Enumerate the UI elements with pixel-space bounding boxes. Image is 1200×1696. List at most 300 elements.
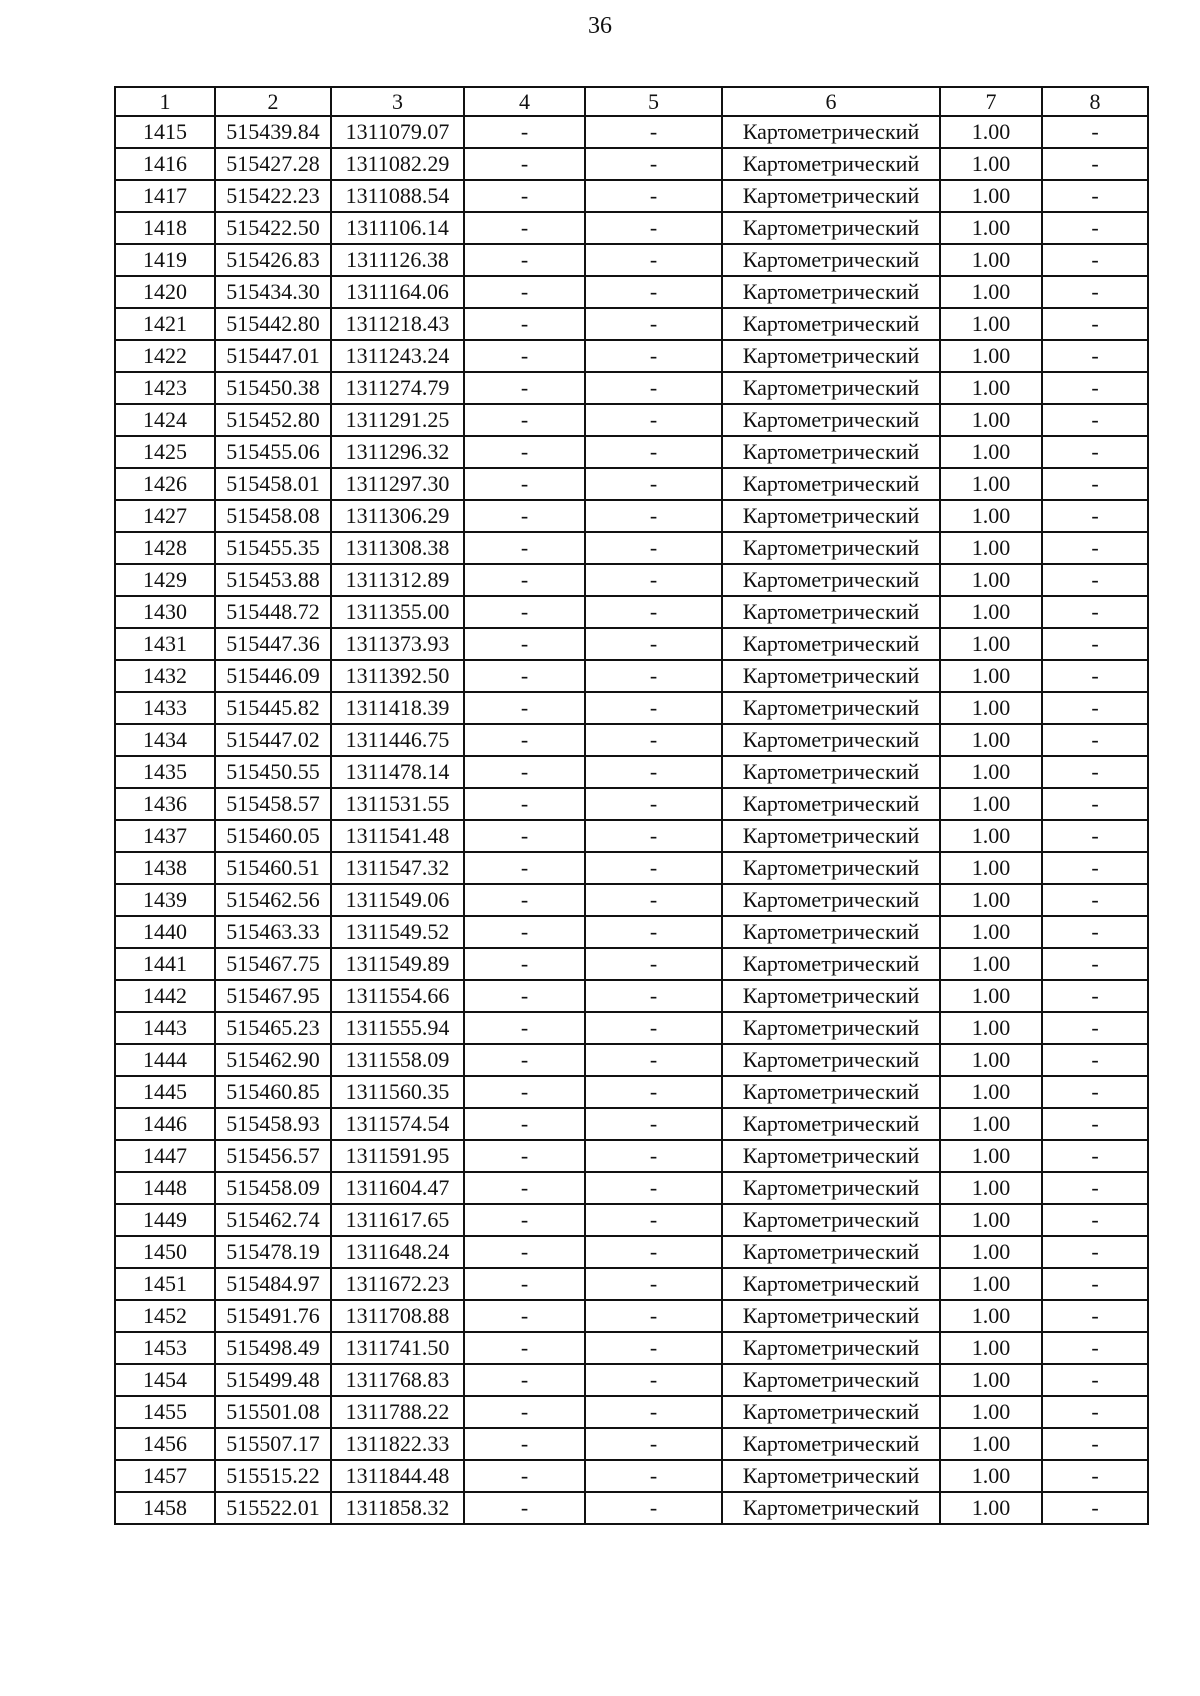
cell-col-4: - bbox=[464, 1236, 585, 1268]
table-row bbox=[115, 1236, 1148, 1268]
cell-point-number: 1447 bbox=[115, 1140, 215, 1172]
table-row bbox=[115, 1268, 1148, 1300]
cell-accuracy: 1.00 bbox=[940, 1300, 1042, 1332]
cell-col-5: - bbox=[585, 1332, 722, 1364]
table-row bbox=[115, 532, 1148, 564]
cell-accuracy: 1.00 bbox=[940, 756, 1042, 788]
cell-accuracy: 1.00 bbox=[940, 1044, 1042, 1076]
cell-point-number: 1448 bbox=[115, 1172, 215, 1204]
cell-col-8: - bbox=[1042, 116, 1148, 148]
cell-method: Картометрический bbox=[722, 820, 940, 852]
cell-col-4: - bbox=[464, 1108, 585, 1140]
table-header-row bbox=[115, 87, 1148, 116]
cell-col-8: - bbox=[1042, 564, 1148, 596]
cell-method: Картометрический bbox=[722, 692, 940, 724]
cell-col-5: - bbox=[585, 564, 722, 596]
cell-method: Картометрический bbox=[722, 1428, 940, 1460]
cell-col-8: - bbox=[1042, 276, 1148, 308]
table-row bbox=[115, 628, 1148, 660]
cell-coord-y: 1311844.48 bbox=[331, 1460, 464, 1492]
cell-col-5: - bbox=[585, 660, 722, 692]
cell-method: Картометрический bbox=[722, 372, 940, 404]
cell-col-8: - bbox=[1042, 1332, 1148, 1364]
cell-coord-x: 515499.48 bbox=[215, 1364, 331, 1396]
table-row bbox=[115, 820, 1148, 852]
cell-col-4: - bbox=[464, 692, 585, 724]
cell-coord-y: 1311218.43 bbox=[331, 308, 464, 340]
cell-accuracy: 1.00 bbox=[940, 628, 1042, 660]
cell-col-5: - bbox=[585, 1268, 722, 1300]
cell-accuracy: 1.00 bbox=[940, 980, 1042, 1012]
cell-col-5: - bbox=[585, 1428, 722, 1460]
cell-coord-x: 515462.74 bbox=[215, 1204, 331, 1236]
cell-method: Картометрический bbox=[722, 1364, 940, 1396]
cell-accuracy: 1.00 bbox=[940, 180, 1042, 212]
cell-col-4: - bbox=[464, 1172, 585, 1204]
cell-col-8: - bbox=[1042, 596, 1148, 628]
cell-col-8: - bbox=[1042, 692, 1148, 724]
cell-col-8: - bbox=[1042, 628, 1148, 660]
cell-point-number: 1421 bbox=[115, 308, 215, 340]
cell-coord-x: 515458.08 bbox=[215, 500, 331, 532]
cell-col-4: - bbox=[464, 1300, 585, 1332]
cell-col-8: - bbox=[1042, 436, 1148, 468]
cell-method: Картометрический bbox=[722, 564, 940, 596]
cell-coord-x: 515450.38 bbox=[215, 372, 331, 404]
cell-coord-x: 515447.01 bbox=[215, 340, 331, 372]
cell-col-5: - bbox=[585, 212, 722, 244]
table-body bbox=[115, 116, 1148, 1524]
cell-point-number: 1429 bbox=[115, 564, 215, 596]
table-row bbox=[115, 1300, 1148, 1332]
cell-col-4: - bbox=[464, 596, 585, 628]
cell-point-number: 1441 bbox=[115, 948, 215, 980]
cell-coord-y: 1311549.89 bbox=[331, 948, 464, 980]
cell-coord-x: 515462.56 bbox=[215, 884, 331, 916]
table-row bbox=[115, 1460, 1148, 1492]
cell-col-5: - bbox=[585, 1044, 722, 1076]
cell-point-number: 1427 bbox=[115, 500, 215, 532]
cell-col-8: - bbox=[1042, 916, 1148, 948]
cell-accuracy: 1.00 bbox=[940, 660, 1042, 692]
table-row bbox=[115, 660, 1148, 692]
table-row bbox=[115, 1012, 1148, 1044]
cell-accuracy: 1.00 bbox=[940, 404, 1042, 436]
cell-method: Картометрический bbox=[722, 340, 940, 372]
cell-accuracy: 1.00 bbox=[940, 1236, 1042, 1268]
cell-method: Картометрический bbox=[722, 596, 940, 628]
cell-method: Картометрический bbox=[722, 1396, 940, 1428]
cell-coord-x: 515515.22 bbox=[215, 1460, 331, 1492]
cell-coord-y: 1311243.24 bbox=[331, 340, 464, 372]
cell-col-4: - bbox=[464, 1428, 585, 1460]
cell-accuracy: 1.00 bbox=[940, 116, 1042, 148]
cell-col-5: - bbox=[585, 1204, 722, 1236]
table-row bbox=[115, 756, 1148, 788]
cell-col-5: - bbox=[585, 1492, 722, 1524]
cell-col-5: - bbox=[585, 1460, 722, 1492]
cell-point-number: 1431 bbox=[115, 628, 215, 660]
cell-coord-y: 1311555.94 bbox=[331, 1012, 464, 1044]
cell-col-5: - bbox=[585, 756, 722, 788]
cell-coord-y: 1311297.30 bbox=[331, 468, 464, 500]
cell-accuracy: 1.00 bbox=[940, 724, 1042, 756]
table-row bbox=[115, 1076, 1148, 1108]
cell-col-5: - bbox=[585, 1300, 722, 1332]
cell-coord-y: 1311541.48 bbox=[331, 820, 464, 852]
cell-coord-y: 1311373.93 bbox=[331, 628, 464, 660]
cell-accuracy: 1.00 bbox=[940, 1332, 1042, 1364]
cell-col-5: - bbox=[585, 980, 722, 1012]
cell-point-number: 1426 bbox=[115, 468, 215, 500]
cell-point-number: 1440 bbox=[115, 916, 215, 948]
cell-point-number: 1415 bbox=[115, 116, 215, 148]
cell-coord-x: 515460.05 bbox=[215, 820, 331, 852]
cell-col-4: - bbox=[464, 1492, 585, 1524]
cell-point-number: 1419 bbox=[115, 244, 215, 276]
cell-coord-x: 515467.75 bbox=[215, 948, 331, 980]
cell-col-4: - bbox=[464, 884, 585, 916]
cell-col-5: - bbox=[585, 1140, 722, 1172]
cell-col-5: - bbox=[585, 884, 722, 916]
cell-coord-y: 1311558.09 bbox=[331, 1044, 464, 1076]
cell-coord-x: 515422.50 bbox=[215, 212, 331, 244]
cell-col-8: - bbox=[1042, 1172, 1148, 1204]
cell-col-5: - bbox=[585, 532, 722, 564]
cell-col-8: - bbox=[1042, 1300, 1148, 1332]
cell-point-number: 1417 bbox=[115, 180, 215, 212]
cell-col-8: - bbox=[1042, 1140, 1148, 1172]
cell-col-4: - bbox=[464, 500, 585, 532]
cell-col-4: - bbox=[464, 1044, 585, 1076]
cell-col-5: - bbox=[585, 372, 722, 404]
cell-col-4: - bbox=[464, 756, 585, 788]
table-row bbox=[115, 244, 1148, 276]
cell-col-8: - bbox=[1042, 1236, 1148, 1268]
cell-point-number: 1453 bbox=[115, 1332, 215, 1364]
table-row bbox=[115, 276, 1148, 308]
cell-point-number: 1422 bbox=[115, 340, 215, 372]
cell-coord-x: 515458.57 bbox=[215, 788, 331, 820]
cell-coord-y: 1311446.75 bbox=[331, 724, 464, 756]
cell-coord-y: 1311274.79 bbox=[331, 372, 464, 404]
table-row bbox=[115, 1428, 1148, 1460]
cell-col-8: - bbox=[1042, 340, 1148, 372]
cell-coord-x: 515450.55 bbox=[215, 756, 331, 788]
cell-col-8: - bbox=[1042, 1044, 1148, 1076]
cell-accuracy: 1.00 bbox=[940, 916, 1042, 948]
cell-method: Картометрический bbox=[722, 1236, 940, 1268]
cell-col-4: - bbox=[464, 1140, 585, 1172]
cell-coord-y: 1311708.88 bbox=[331, 1300, 464, 1332]
cell-accuracy: 1.00 bbox=[940, 948, 1042, 980]
cell-accuracy: 1.00 bbox=[940, 820, 1042, 852]
cell-method: Картометрический bbox=[722, 148, 940, 180]
cell-coord-y: 1311418.39 bbox=[331, 692, 464, 724]
cell-method: Картометрический bbox=[722, 212, 940, 244]
column-header-1: 1 bbox=[115, 87, 215, 116]
cell-coord-x: 515460.51 bbox=[215, 852, 331, 884]
cell-col-8: - bbox=[1042, 468, 1148, 500]
cell-coord-y: 1311574.54 bbox=[331, 1108, 464, 1140]
column-header-4: 4 bbox=[464, 87, 585, 116]
cell-col-4: - bbox=[464, 852, 585, 884]
cell-col-4: - bbox=[464, 212, 585, 244]
cell-col-8: - bbox=[1042, 1076, 1148, 1108]
cell-accuracy: 1.00 bbox=[940, 1204, 1042, 1236]
cell-coord-y: 1311549.52 bbox=[331, 916, 464, 948]
cell-coord-x: 515439.84 bbox=[215, 116, 331, 148]
column-header-5: 5 bbox=[585, 87, 722, 116]
cell-col-4: - bbox=[464, 340, 585, 372]
cell-col-8: - bbox=[1042, 788, 1148, 820]
cell-coord-x: 515422.23 bbox=[215, 180, 331, 212]
cell-point-number: 1428 bbox=[115, 532, 215, 564]
cell-col-4: - bbox=[464, 788, 585, 820]
cell-accuracy: 1.00 bbox=[940, 212, 1042, 244]
cell-point-number: 1451 bbox=[115, 1268, 215, 1300]
cell-method: Картометрический bbox=[722, 244, 940, 276]
cell-accuracy: 1.00 bbox=[940, 468, 1042, 500]
cell-col-8: - bbox=[1042, 1492, 1148, 1524]
cell-col-5: - bbox=[585, 1396, 722, 1428]
cell-point-number: 1436 bbox=[115, 788, 215, 820]
cell-col-8: - bbox=[1042, 820, 1148, 852]
table-row bbox=[115, 884, 1148, 916]
cell-method: Картометрический bbox=[722, 628, 940, 660]
cell-col-8: - bbox=[1042, 180, 1148, 212]
cell-coord-y: 1311306.29 bbox=[331, 500, 464, 532]
cell-accuracy: 1.00 bbox=[940, 1012, 1042, 1044]
cell-coord-x: 515456.57 bbox=[215, 1140, 331, 1172]
cell-col-4: - bbox=[464, 1364, 585, 1396]
column-header-2: 2 bbox=[215, 87, 331, 116]
cell-col-5: - bbox=[585, 596, 722, 628]
cell-col-4: - bbox=[464, 1076, 585, 1108]
cell-col-8: - bbox=[1042, 852, 1148, 884]
cell-col-8: - bbox=[1042, 1396, 1148, 1428]
cell-coord-y: 1311308.38 bbox=[331, 532, 464, 564]
cell-method: Картометрический bbox=[722, 1492, 940, 1524]
cell-accuracy: 1.00 bbox=[940, 148, 1042, 180]
column-header-6: 6 bbox=[722, 87, 940, 116]
cell-coord-y: 1311531.55 bbox=[331, 788, 464, 820]
cell-accuracy: 1.00 bbox=[940, 1460, 1042, 1492]
cell-point-number: 1444 bbox=[115, 1044, 215, 1076]
cell-coord-x: 515455.06 bbox=[215, 436, 331, 468]
table-row bbox=[115, 1140, 1148, 1172]
cell-method: Картометрический bbox=[722, 404, 940, 436]
cell-method: Картометрический bbox=[722, 1332, 940, 1364]
cell-coord-x: 515458.93 bbox=[215, 1108, 331, 1140]
cell-point-number: 1445 bbox=[115, 1076, 215, 1108]
cell-col-5: - bbox=[585, 308, 722, 340]
cell-col-8: - bbox=[1042, 980, 1148, 1012]
cell-coord-x: 515427.28 bbox=[215, 148, 331, 180]
cell-point-number: 1437 bbox=[115, 820, 215, 852]
cell-col-4: - bbox=[464, 436, 585, 468]
cell-accuracy: 1.00 bbox=[940, 1140, 1042, 1172]
cell-point-number: 1433 bbox=[115, 692, 215, 724]
cell-coord-y: 1311549.06 bbox=[331, 884, 464, 916]
cell-col-8: - bbox=[1042, 1108, 1148, 1140]
table-row bbox=[115, 212, 1148, 244]
cell-col-8: - bbox=[1042, 148, 1148, 180]
cell-col-5: - bbox=[585, 500, 722, 532]
table-row bbox=[115, 852, 1148, 884]
cell-col-8: - bbox=[1042, 1364, 1148, 1396]
cell-point-number: 1416 bbox=[115, 148, 215, 180]
cell-point-number: 1454 bbox=[115, 1364, 215, 1396]
cell-method: Картометрический bbox=[722, 308, 940, 340]
cell-coord-x: 515491.76 bbox=[215, 1300, 331, 1332]
cell-col-8: - bbox=[1042, 1204, 1148, 1236]
cell-coord-y: 1311560.35 bbox=[331, 1076, 464, 1108]
table-row bbox=[115, 1492, 1148, 1524]
cell-method: Картометрический bbox=[722, 1268, 940, 1300]
cell-method: Картометрический bbox=[722, 660, 940, 692]
cell-point-number: 1450 bbox=[115, 1236, 215, 1268]
cell-point-number: 1438 bbox=[115, 852, 215, 884]
table-row bbox=[115, 1108, 1148, 1140]
cell-method: Картометрический bbox=[722, 532, 940, 564]
cell-col-4: - bbox=[464, 980, 585, 1012]
table-row bbox=[115, 1364, 1148, 1396]
cell-col-4: - bbox=[464, 244, 585, 276]
cell-accuracy: 1.00 bbox=[940, 1364, 1042, 1396]
table-row bbox=[115, 1172, 1148, 1204]
cell-col-8: - bbox=[1042, 372, 1148, 404]
cell-method: Картометрический bbox=[722, 724, 940, 756]
table-row bbox=[115, 500, 1148, 532]
cell-point-number: 1435 bbox=[115, 756, 215, 788]
column-header-8: 8 bbox=[1042, 87, 1148, 116]
column-header-7: 7 bbox=[940, 87, 1042, 116]
cell-method: Картометрический bbox=[722, 852, 940, 884]
cell-col-5: - bbox=[585, 628, 722, 660]
cell-coord-y: 1311392.50 bbox=[331, 660, 464, 692]
cell-coord-x: 515426.83 bbox=[215, 244, 331, 276]
cell-point-number: 1443 bbox=[115, 1012, 215, 1044]
cell-method: Картометрический bbox=[722, 468, 940, 500]
table-row bbox=[115, 372, 1148, 404]
cell-coord-x: 515446.09 bbox=[215, 660, 331, 692]
cell-accuracy: 1.00 bbox=[940, 276, 1042, 308]
cell-method: Картометрический bbox=[722, 500, 940, 532]
cell-point-number: 1430 bbox=[115, 596, 215, 628]
cell-point-number: 1434 bbox=[115, 724, 215, 756]
cell-col-4: - bbox=[464, 116, 585, 148]
cell-method: Картометрический bbox=[722, 948, 940, 980]
cell-method: Картометрический bbox=[722, 756, 940, 788]
cell-col-5: - bbox=[585, 1172, 722, 1204]
cell-point-number: 1452 bbox=[115, 1300, 215, 1332]
cell-coord-x: 515463.33 bbox=[215, 916, 331, 948]
column-header-3: 3 bbox=[331, 87, 464, 116]
cell-coord-x: 515445.82 bbox=[215, 692, 331, 724]
cell-coord-y: 1311079.07 bbox=[331, 116, 464, 148]
cell-coord-x: 515501.08 bbox=[215, 1396, 331, 1428]
table-row bbox=[115, 308, 1148, 340]
cell-coord-x: 515484.97 bbox=[215, 1268, 331, 1300]
cell-point-number: 1420 bbox=[115, 276, 215, 308]
cell-coord-x: 515467.95 bbox=[215, 980, 331, 1012]
cell-point-number: 1418 bbox=[115, 212, 215, 244]
cell-method: Картометрический bbox=[722, 884, 940, 916]
page-number: 36 bbox=[588, 13, 612, 39]
cell-col-8: - bbox=[1042, 500, 1148, 532]
cell-col-5: - bbox=[585, 468, 722, 500]
cell-accuracy: 1.00 bbox=[940, 532, 1042, 564]
cell-coord-x: 515478.19 bbox=[215, 1236, 331, 1268]
cell-col-4: - bbox=[464, 1332, 585, 1364]
cell-method: Картометрический bbox=[722, 1140, 940, 1172]
cell-coord-x: 515458.01 bbox=[215, 468, 331, 500]
cell-col-8: - bbox=[1042, 404, 1148, 436]
cell-coord-y: 1311478.14 bbox=[331, 756, 464, 788]
cell-coord-y: 1311788.22 bbox=[331, 1396, 464, 1428]
cell-coord-y: 1311312.89 bbox=[331, 564, 464, 596]
cell-method: Картометрический bbox=[722, 1012, 940, 1044]
cell-col-4: - bbox=[464, 1012, 585, 1044]
table-row bbox=[115, 948, 1148, 980]
cell-col-4: - bbox=[464, 660, 585, 692]
table-row bbox=[115, 1044, 1148, 1076]
cell-coord-x: 515522.01 bbox=[215, 1492, 331, 1524]
cell-coord-y: 1311106.14 bbox=[331, 212, 464, 244]
cell-coord-x: 515447.02 bbox=[215, 724, 331, 756]
cell-col-4: - bbox=[464, 1204, 585, 1236]
cell-method: Картометрический bbox=[722, 1076, 940, 1108]
cell-coord-x: 515455.35 bbox=[215, 532, 331, 564]
cell-col-4: - bbox=[464, 148, 585, 180]
cell-coord-y: 1311554.66 bbox=[331, 980, 464, 1012]
cell-col-5: - bbox=[585, 148, 722, 180]
cell-accuracy: 1.00 bbox=[940, 1492, 1042, 1524]
table-row bbox=[115, 1396, 1148, 1428]
cell-accuracy: 1.00 bbox=[940, 308, 1042, 340]
cell-accuracy: 1.00 bbox=[940, 372, 1042, 404]
cell-col-5: - bbox=[585, 244, 722, 276]
cell-accuracy: 1.00 bbox=[940, 596, 1042, 628]
cell-method: Картометрический bbox=[722, 1044, 940, 1076]
cell-col-4: - bbox=[464, 276, 585, 308]
cell-coord-y: 1311858.32 bbox=[331, 1492, 464, 1524]
cell-coord-x: 515452.80 bbox=[215, 404, 331, 436]
cell-coord-x: 515434.30 bbox=[215, 276, 331, 308]
table-row bbox=[115, 788, 1148, 820]
cell-col-4: - bbox=[464, 468, 585, 500]
cell-col-5: - bbox=[585, 820, 722, 852]
cell-col-4: - bbox=[464, 564, 585, 596]
cell-method: Картометрический bbox=[722, 276, 940, 308]
cell-col-8: - bbox=[1042, 660, 1148, 692]
cell-coord-x: 515465.23 bbox=[215, 1012, 331, 1044]
cell-col-5: - bbox=[585, 1236, 722, 1268]
table-row bbox=[115, 692, 1148, 724]
cell-col-5: - bbox=[585, 852, 722, 884]
table-row bbox=[115, 436, 1148, 468]
cell-col-5: - bbox=[585, 116, 722, 148]
cell-point-number: 1424 bbox=[115, 404, 215, 436]
table-row bbox=[115, 1204, 1148, 1236]
cell-method: Картометрический bbox=[722, 1172, 940, 1204]
cell-col-4: - bbox=[464, 724, 585, 756]
table-row bbox=[115, 340, 1148, 372]
cell-accuracy: 1.00 bbox=[940, 436, 1042, 468]
cell-col-5: - bbox=[585, 1012, 722, 1044]
table-row bbox=[115, 596, 1148, 628]
